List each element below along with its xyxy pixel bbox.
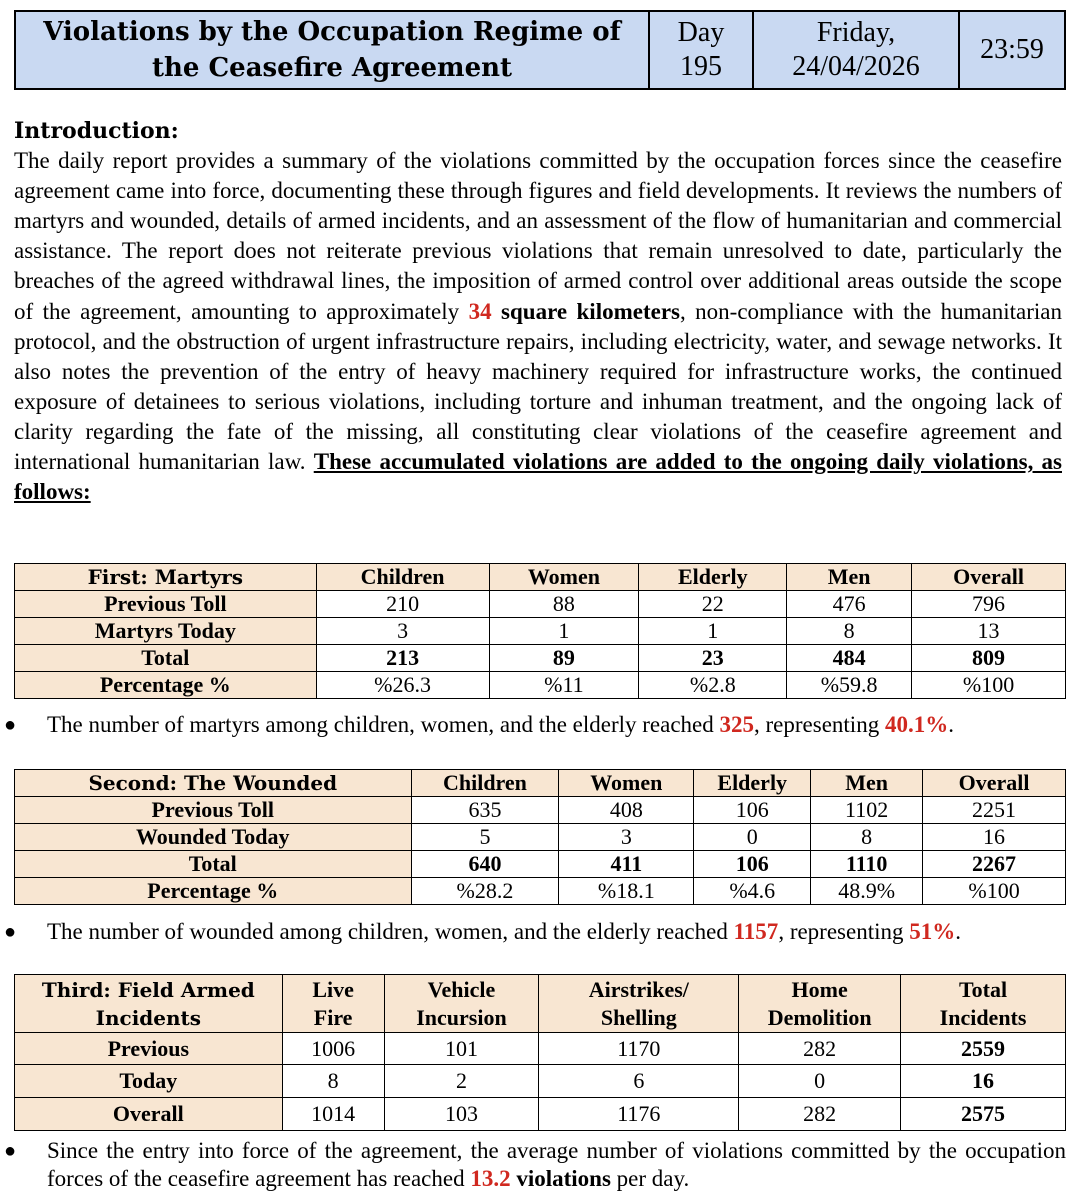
introduction-section	[14, 116, 1062, 507]
table-cell: %28.2	[411, 878, 559, 905]
column-header-line: Airstrikes/	[588, 976, 689, 1002]
row-label: Percentage %	[15, 672, 317, 699]
table-cell: 22	[639, 591, 787, 618]
table-row	[15, 1098, 1066, 1131]
table-cell: 1176	[539, 1098, 739, 1131]
row-label: Wounded Today	[15, 824, 412, 851]
table-cell: 1170	[539, 1033, 739, 1065]
report-title	[15, 11, 649, 89]
table-cell: 1110	[811, 851, 923, 878]
table-cell: 1102	[811, 797, 923, 824]
report-header	[14, 10, 1066, 90]
bullet-icon: ●	[4, 1140, 17, 1162]
intro-underlined-text: These accumulated violations are added to the ongoing daily violations, as follows:	[14, 449, 1062, 505]
day-label: Day	[677, 17, 725, 48]
column-header: Women	[489, 564, 639, 591]
row-label: Today	[15, 1065, 283, 1098]
column-header: Overall	[923, 770, 1066, 797]
note-text: The number of wounded among children, women, and the elderly reached	[47, 919, 728, 944]
column-header: Men	[811, 770, 923, 797]
table-cell: 16	[901, 1065, 1066, 1098]
row-label: Previous Toll	[15, 591, 317, 618]
note-text: .	[955, 919, 961, 944]
intro-text-part2: , non-compliance with the humanitarian protocol, and the obstruction of urgent infrastructure repairs, including electricity, water, and sewage networks. It also notes the prevention of the entry of heavy machinery required for infrastructure works, the continued exposure of detainees to serious violations, including torture and inhuman treatment, and the ongoing lack of clarity regarding the fate of the missing, all constituting clear violations of the ceasefire agreement and international humanitarian law.	[14, 298, 1063, 475]
note-value: 13.2	[470, 1166, 511, 1191]
table-cell: 3	[316, 618, 489, 645]
table-cell: 476	[787, 591, 912, 618]
table-cell: 809	[912, 645, 1066, 672]
time-cell	[959, 11, 1065, 89]
row-label: Martyrs Today	[15, 618, 317, 645]
row-label: Percentage %	[15, 878, 412, 905]
martyrs-table-title: First: Martyrs	[15, 564, 317, 591]
row-label: Total	[15, 851, 412, 878]
table-cell: 3	[559, 824, 694, 851]
bullet-icon: ●	[4, 714, 17, 736]
table-cell: 5	[411, 824, 559, 851]
report-time: 23:59	[980, 34, 1044, 65]
table-cell: %26.3	[316, 672, 489, 699]
column-header-line: Incursion	[416, 1004, 507, 1030]
incidents-title-line2: Incidents	[95, 1005, 202, 1030]
row-label: Previous	[15, 1033, 283, 1065]
table-cell: 282	[739, 1033, 901, 1065]
note-count: 325	[719, 712, 755, 737]
note-text: Since the entry into force of the agreement, the average number of violations committed by the occupation forces of the ceasefire agreement has reached	[47, 1138, 1066, 1191]
date-cell	[753, 11, 959, 89]
table-cell: 106	[694, 851, 811, 878]
table-cell: 1	[639, 618, 787, 645]
column-header	[384, 975, 539, 1033]
note-percentage: 40.1%	[884, 712, 949, 737]
column-header: Children	[411, 770, 559, 797]
introduction-heading: Introduction:	[14, 118, 179, 144]
table-row-total	[15, 645, 1066, 672]
table-cell: 88	[489, 591, 639, 618]
table-cell: %100	[912, 672, 1066, 699]
incidents-table-title	[15, 975, 283, 1033]
row-label: Previous Toll	[15, 797, 412, 824]
martyrs-header-row	[15, 564, 1066, 591]
column-header-line: Fire	[313, 1004, 353, 1030]
wounded-table	[14, 769, 1066, 905]
note-text: , representing	[754, 712, 880, 737]
intro-text-part1: The daily report provides a summary of the violations committed by the occupation forces since the ceasefire agreement came into force, documenting these through figures and field developments. It reviews the numbers of martyrs and wounded, details of armed incidents, and an assessment of the flow of humanitarian and commercial assistance. The report does not reiterate previous violations that remain unresolved to date, particularly the breaches of the agreed withdrawal lines, the imposition of armed control over additional areas outside the scope of the agreement, amounting to approximately	[14, 148, 1062, 324]
table-cell: 8	[787, 618, 912, 645]
table-cell: 23	[639, 645, 787, 672]
table-row	[15, 878, 1066, 905]
column-header: Elderly	[639, 564, 787, 591]
introduction-text	[14, 146, 1062, 507]
note-percentage: 51%	[909, 919, 956, 944]
table-cell: 106	[694, 797, 811, 824]
column-header: Elderly	[694, 770, 811, 797]
table-cell: 1006	[282, 1033, 384, 1065]
column-header-line: Vehicle	[427, 976, 496, 1002]
table-cell: 640	[411, 851, 559, 878]
table-row	[15, 797, 1066, 824]
table-cell: 213	[316, 645, 489, 672]
table-cell: 1014	[282, 1098, 384, 1131]
note-text: , representing	[778, 919, 904, 944]
table-cell: 0	[694, 824, 811, 851]
day-number: 195	[680, 51, 722, 82]
table-row-total	[15, 851, 1066, 878]
table-cell: 2251	[923, 797, 1066, 824]
table-cell: %4.6	[694, 878, 811, 905]
table-row	[15, 672, 1066, 699]
note-count: 1157	[733, 919, 779, 944]
table-row	[15, 1065, 1066, 1098]
table-cell: 210	[316, 591, 489, 618]
incidents-title-line1: Third: Field Armed	[41, 977, 255, 1002]
table-cell: 48.9%	[811, 878, 923, 905]
note-unit: violations	[516, 1166, 611, 1191]
table-cell: 2	[384, 1065, 539, 1098]
table-cell: 89	[489, 645, 639, 672]
row-label: Total	[15, 645, 317, 672]
table-row	[15, 591, 1066, 618]
table-cell: %100	[923, 878, 1066, 905]
table-cell: 103	[384, 1098, 539, 1131]
column-header	[539, 975, 739, 1033]
incidents-note	[0, 1137, 1066, 1193]
martyrs-table	[14, 563, 1066, 699]
column-header: Overall	[912, 564, 1066, 591]
martyrs-note	[0, 711, 1066, 739]
note-text: The number of martyrs among children, women, and the elderly reached	[47, 712, 714, 737]
column-header-line: Shelling	[600, 1004, 677, 1030]
column-header: Men	[787, 564, 912, 591]
column-header-line: Total	[959, 976, 1008, 1002]
table-cell: 2575	[901, 1098, 1066, 1131]
table-cell: 2559	[901, 1033, 1066, 1065]
column-header-line: Live	[312, 976, 354, 1002]
table-cell: 2267	[923, 851, 1066, 878]
note-text: per day.	[616, 1166, 690, 1191]
table-cell: 0	[739, 1065, 901, 1098]
column-header-line: Demolition	[767, 1004, 872, 1030]
wounded-header-row	[15, 770, 1066, 797]
table-cell: 13	[912, 618, 1066, 645]
report-title-line2: the Ceasefire Agreement	[151, 53, 513, 83]
incidents-header-row	[15, 975, 1066, 1033]
table-cell: %59.8	[787, 672, 912, 699]
table-cell: 6	[539, 1065, 739, 1098]
column-header-line: Home	[791, 976, 848, 1002]
day-cell	[649, 11, 753, 89]
column-header-line: Incidents	[939, 1004, 1027, 1030]
column-header	[901, 975, 1066, 1033]
table-cell: 408	[559, 797, 694, 824]
row-label: Overall	[15, 1098, 283, 1131]
table-cell: 796	[912, 591, 1066, 618]
bullet-icon: ●	[4, 921, 17, 943]
table-cell: %2.8	[639, 672, 787, 699]
column-header	[282, 975, 384, 1033]
table-cell: 411	[559, 851, 694, 878]
wounded-table-title: Second: The Wounded	[15, 770, 412, 797]
column-header: Women	[559, 770, 694, 797]
area-value: 34	[468, 298, 492, 324]
report-date: 24/04/2026	[792, 51, 920, 82]
column-header: Children	[316, 564, 489, 591]
table-cell: 484	[787, 645, 912, 672]
report-title-line1: Violations by the Occupation Regime of	[43, 17, 621, 47]
table-cell: 8	[811, 824, 923, 851]
column-header	[739, 975, 901, 1033]
table-cell: 101	[384, 1033, 539, 1065]
note-text: .	[948, 712, 954, 737]
area-unit: square kilometers	[501, 298, 680, 324]
table-row	[15, 824, 1066, 851]
table-cell: 635	[411, 797, 559, 824]
weekday: Friday,	[816, 17, 896, 48]
incidents-table	[14, 974, 1066, 1131]
table-cell: %18.1	[559, 878, 694, 905]
table-row	[15, 1033, 1066, 1065]
table-cell: 282	[739, 1098, 901, 1131]
table-cell: 8	[282, 1065, 384, 1098]
table-cell: 16	[923, 824, 1066, 851]
table-cell: %11	[489, 672, 639, 699]
table-cell: 1	[489, 618, 639, 645]
wounded-note	[0, 918, 1066, 946]
table-row	[15, 618, 1066, 645]
